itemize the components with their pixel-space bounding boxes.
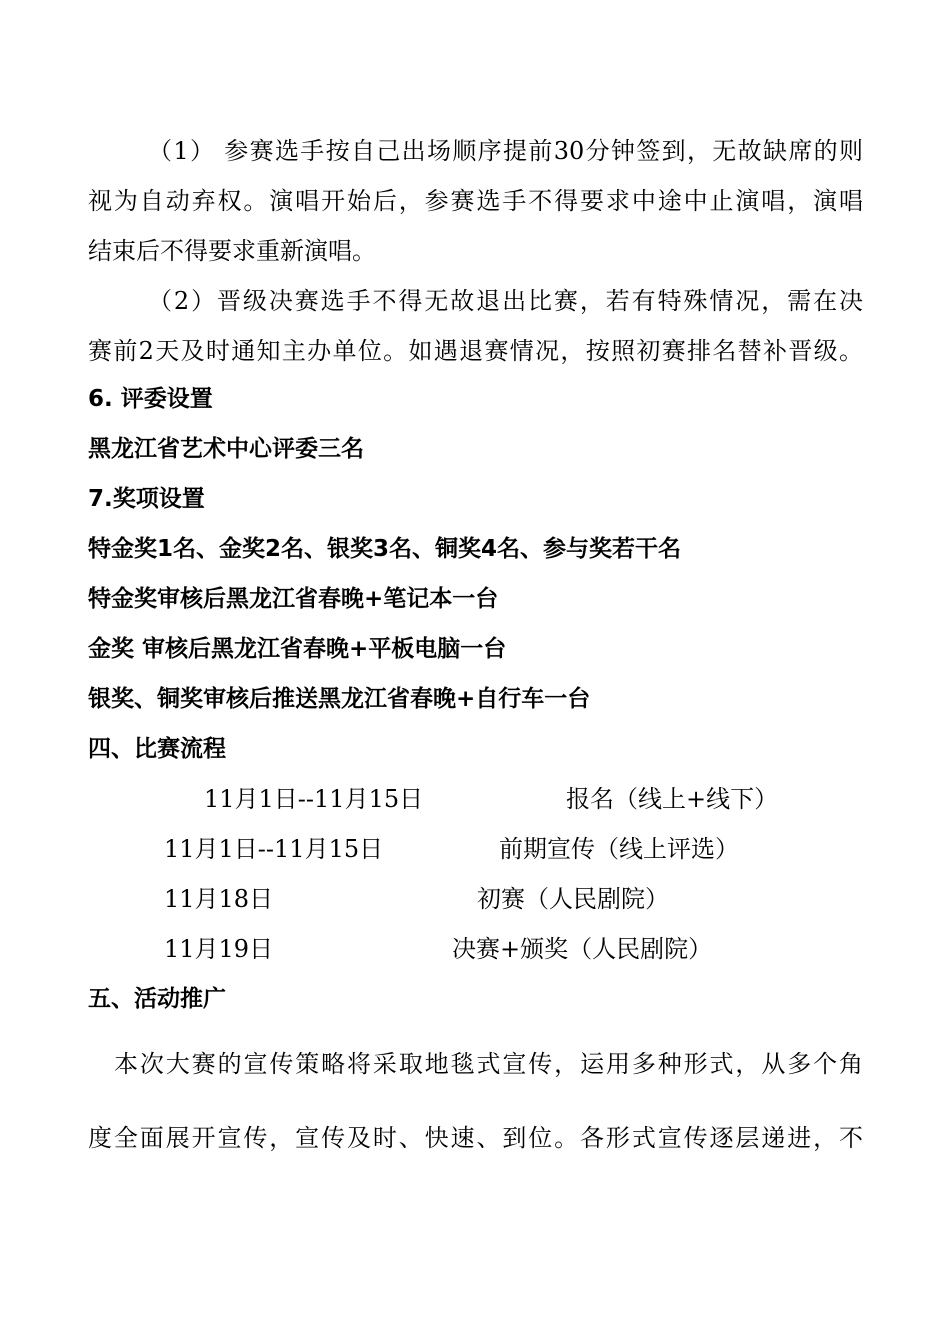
award-item: 特金奖1名、金奖2名、银奖3名、铜奖4名、参与奖若干名 xyxy=(88,536,682,562)
schedule-event: 前期宣传（线上评选） xyxy=(499,835,739,863)
schedule-date: 11月19日 xyxy=(164,935,274,963)
rule-2-line-2: 赛前2天及时通知主办单位。如遇退赛情况，按照初赛排名替补晋级。 xyxy=(88,337,863,365)
schedule-date: 11月18日 xyxy=(164,885,274,913)
rule-1-line-1: （1） 参赛选手按自己出场顺序提前30分钟签到，无故缺席的则 xyxy=(148,137,863,165)
schedule-date: 11月1日--11月15日 xyxy=(164,835,384,863)
judges-text: 黑龙江省艺术中心评委三名 xyxy=(88,436,364,462)
promotion-heading: 五、活动推广 xyxy=(88,986,226,1012)
schedule-event: 初赛（人民剧院） xyxy=(477,885,669,913)
schedule-heading: 四、比赛流程 xyxy=(88,736,226,762)
promotion-line-2: 度全面展开宣传，宣传及时、快速、到位。各形式宣传逐层递进，不 xyxy=(88,1124,863,1152)
promotion-line-1: 本次大赛的宣传策略将采取地毯式宣传，运用多种形式，从多个角 xyxy=(114,1050,863,1078)
rule-1-line-3: 结束后不得要求重新演唱。 xyxy=(88,237,376,265)
rule-2-line-1: （2）晋级决赛选手不得无故退出比赛，若有特殊情况，需在决 xyxy=(148,287,863,315)
judges-heading: 6. 评委设置 xyxy=(88,386,213,412)
award-item: 特金奖审核后黑龙江省春晚+笔记本一台 xyxy=(88,586,499,612)
awards-heading: 7.奖项设置 xyxy=(88,486,205,512)
schedule-event: 报名（线上+线下） xyxy=(566,785,779,813)
award-item: 金奖 审核后黑龙江省春晚+平板电脑一台 xyxy=(88,636,507,662)
award-item: 银奖、铜奖审核后推送黑龙江省春晚+自行车一台 xyxy=(88,686,591,712)
schedule-date: 11月1日--11月15日 xyxy=(204,785,424,813)
rule-1-line-2: 视为自动弃权。演唱开始后，参赛选手不得要求中途中止演唱，演唱 xyxy=(88,187,863,215)
schedule-event: 决赛+颁奖（人民剧院） xyxy=(452,935,713,963)
